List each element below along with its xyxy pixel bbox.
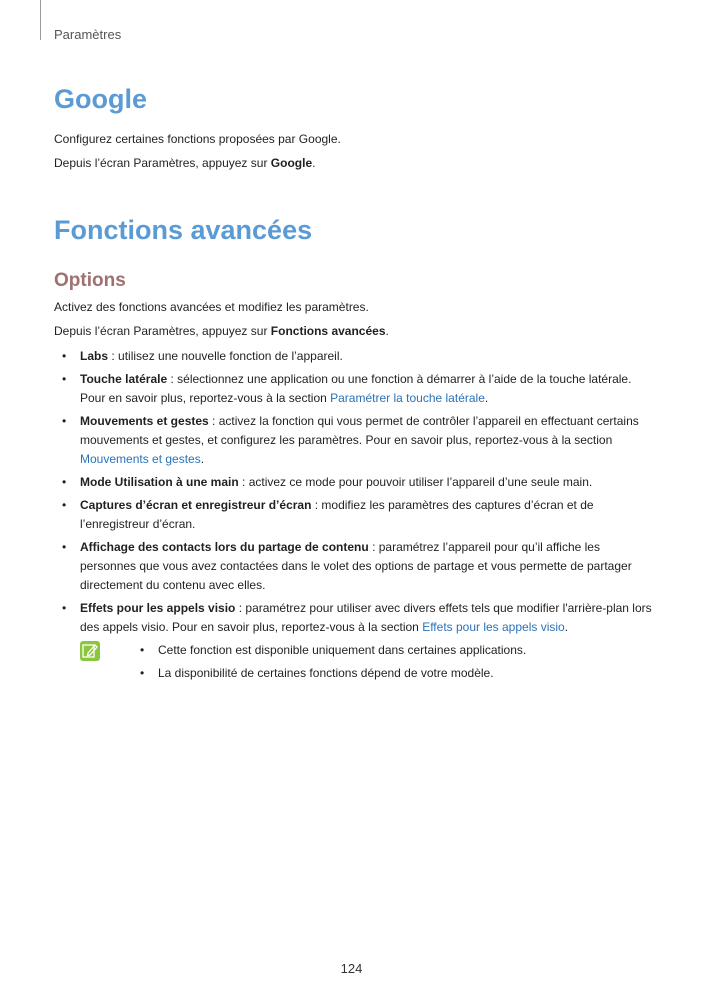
note-list — [80, 641, 654, 683]
list-item: • Effets pour les appels visio : paramétrez pour utiliser avec divers effets tels que modifier l'arrière-plan lors des appels visio. Pour en savoir plus, reportez-vous à la section Effets pour les appels visio. — [62, 601, 652, 634]
note-item: • La disponibilité de certaines fonctions dépend de votre modèle. — [132, 664, 654, 683]
list-item: • Touche latérale : sélectionnez une application ou une fonction à démarrer à l’aide de la touche latérale. Pour en savoir plus, reportez-vous à la section Paramétrer la touche latérale. — [62, 372, 632, 405]
bullet-icon: • — [62, 414, 67, 428]
bullet-icon: • — [62, 372, 67, 386]
bullet-icon: • — [62, 475, 67, 489]
bullet-icon: • — [140, 643, 145, 657]
list-item: • Captures d’écran et enregistreur d’écran : modifiez les paramètres des captures d’écran et de l’enregistreur d’écran. — [62, 498, 594, 531]
note-block — [54, 641, 654, 683]
options-list — [54, 347, 654, 637]
list-item: • Labs : utilisez une nouvelle fonction de l’appareil. — [54, 347, 654, 366]
options-intro-2: Depuis l’écran Paramètres, appuyez sur Fonctions avancées. — [54, 324, 389, 338]
link-motions-gestures[interactable]: Mouvements et gestes — [80, 452, 201, 466]
note-item: • Cette fonction est disponible uniquement dans certaines applications. — [132, 641, 654, 660]
list-item: • Mouvements et gestes : activez la fonction qui vous permet de contrôler l’appareil en effectuant certains mouvements et gestes, et configurez les paramètres. Pour en savoir plus, reportez-vous à la section Mouvements et gestes. — [62, 414, 639, 466]
advanced-title: Fonctions avancées — [54, 215, 313, 245]
link-video-call-effects[interactable]: Effets pour les appels visio — [422, 620, 565, 634]
options-intro-1: Activez des fonctions avancées et modifiez les paramètres. — [54, 300, 369, 314]
page-content — [54, 82, 654, 687]
bullet-icon: • — [62, 601, 67, 615]
google-line-2: Depuis l’écran Paramètres, appuyez sur Google. — [54, 156, 316, 170]
link-side-key[interactable]: Paramétrer la touche latérale — [330, 391, 485, 405]
bullet-icon: • — [62, 349, 67, 363]
list-item: • Mode Utilisation à une main : activez ce mode pour pouvoir utiliser l’appareil d’une seule main. — [54, 473, 654, 492]
list-item: • Affichage des contacts lors du partage de contenu : paramétrez l’appareil pour qu’il affiche les personnes que vous avez contactées dans le volet des options de partage et vous permette de partager directement du contenu avec elles. — [62, 540, 632, 592]
bullet-icon: • — [140, 666, 145, 680]
options-title: Options — [54, 270, 126, 291]
bullet-icon: • — [62, 498, 67, 512]
page-number: 124 — [340, 961, 363, 976]
google-title: Google — [54, 84, 147, 114]
google-line-1: Configurez certaines fonctions proposées par Google. — [54, 132, 341, 146]
bullet-icon: • — [62, 540, 67, 554]
margin-rule — [40, 0, 41, 40]
running-head: Paramètres — [54, 27, 122, 42]
note-pencil-icon — [80, 641, 100, 661]
